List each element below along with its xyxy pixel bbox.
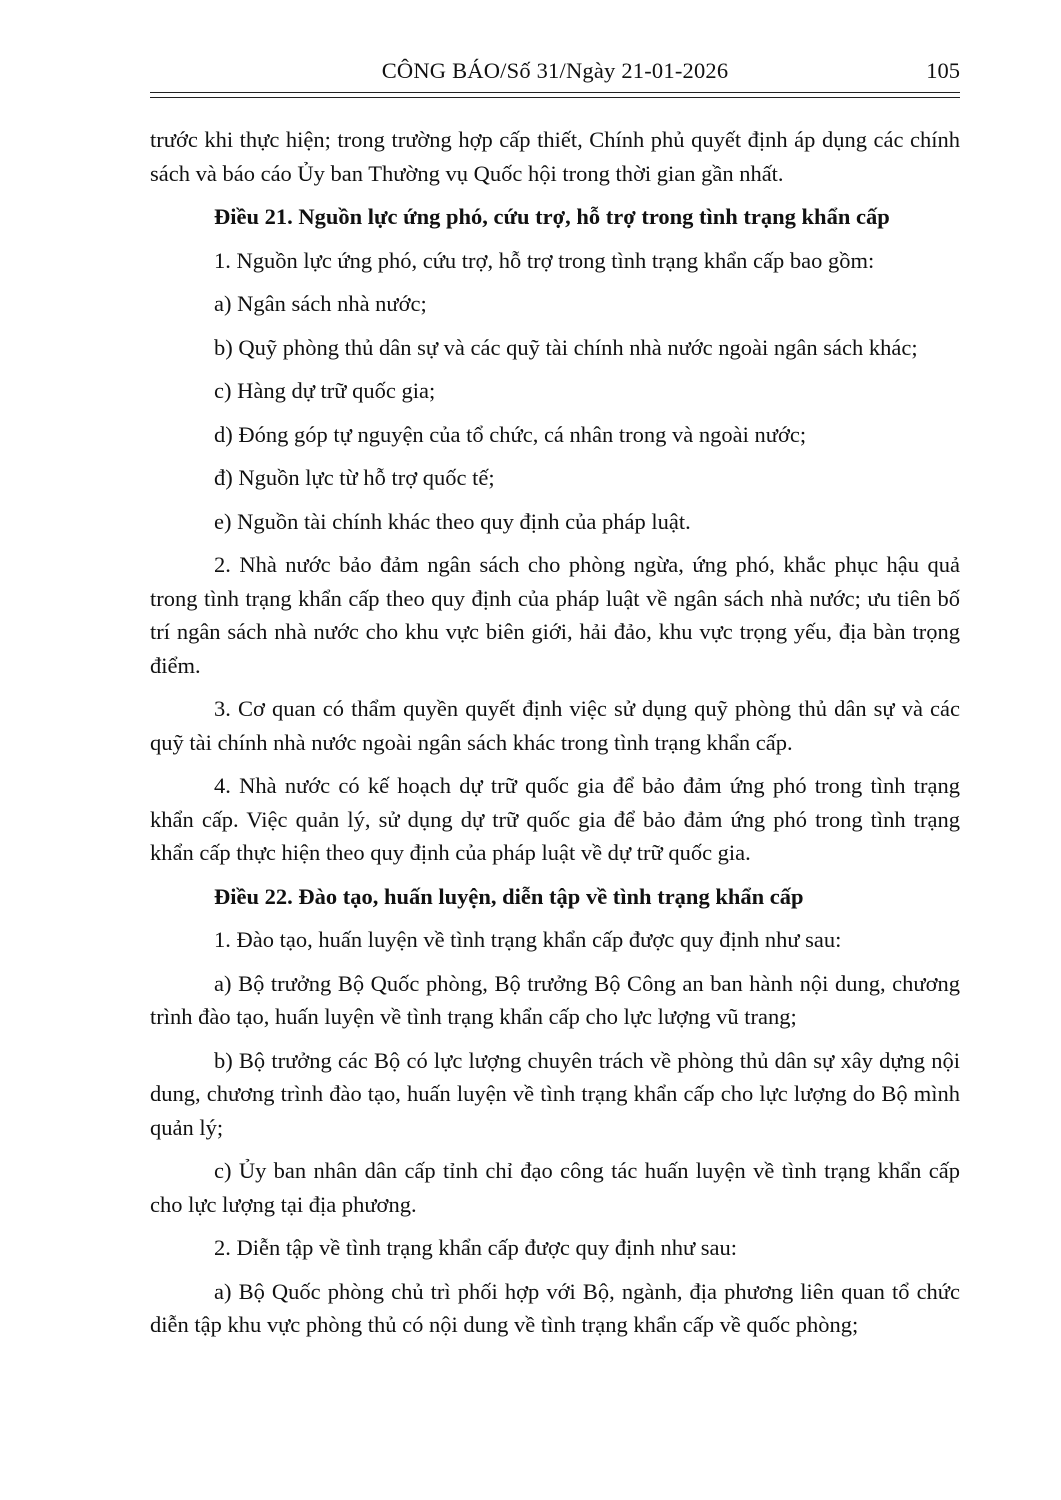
article-22-title: Điều 22. Đào tạo, huấn luyện, diễn tập về tình trạng khẩn cấp	[214, 883, 804, 909]
point-dd: đ) Nguồn lực từ hỗ trợ quốc tế;	[214, 465, 495, 490]
clause-1: 1. Nguồn lực ứng phó, cứu trợ, hỗ trợ trong tình trạng khẩn cấp bao gồm:	[214, 247, 875, 273]
point-c: c) Hàng dự trữ quốc gia;	[214, 378, 436, 403]
point-a: a) Bộ trưởng Bộ Quốc phòng, Bộ trưởng Bộ Công an ban hành nội dung, chương trình đào tạo, huấn luyện về tình trạng khẩn cấp cho lực lượng vũ trang;	[150, 970, 960, 1029]
gazette-header-title: CÔNG BÁO/Số 31/Ngày 21-01-2026	[381, 58, 729, 83]
document-body	[150, 123, 960, 1342]
point-a: a) Ngân sách nhà nước;	[214, 291, 427, 316]
point-c: c) Ủy ban nhân dân cấp tỉnh chỉ đạo công tác huấn luyện về tình trạng khẩn cấp cho lực lượng tại địa phương.	[150, 1158, 960, 1217]
clause-2: 2. Nhà nước bảo đảm ngân sách cho phòng ngừa, ứng phó, khắc phục hậu quả trong tình trạng khẩn cấp theo quy định của pháp luật về ngân sách nhà nước; ưu tiên bố trí ngân sách nhà nước cho khu vực biên giới, hải đảo, khu vực trọng yếu, địa bàn trọng điểm.	[150, 552, 960, 678]
clause-2: 2. Diễn tập về tình trạng khẩn cấp được quy định như sau:	[214, 1235, 738, 1260]
header-rule-bottom	[150, 97, 960, 98]
point-b: b) Quỹ phòng thủ dân sự và các quỹ tài chính nhà nước ngoài ngân sách khác;	[214, 334, 918, 360]
point-b: b) Bộ trưởng các Bộ có lực lượng chuyên trách về phòng thủ dân sự xây dựng nội dung, chương trình đào tạo, huấn luyện về tình trạng khẩn cấp cho lực lượng do Bộ mình quản lý;	[150, 1047, 960, 1140]
clause-4: 4. Nhà nước có kế hoạch dự trữ quốc gia để bảo đảm ứng phó trong tình trạng khẩn cấp. Việc quản lý, sử dụng dự trữ quốc gia để bảo đảm ứng phó trong tình trạng khẩn cấp thực hiện theo quy định của pháp luật về dự trữ quốc gia.	[150, 773, 960, 865]
article-21-title: Điều 21. Nguồn lực ứng phó, cứu trợ, hỗ trợ trong tình trạng khẩn cấp	[214, 204, 890, 229]
point-d: d) Đóng góp tự nguyện của tổ chức, cá nhân trong và ngoài nước;	[214, 421, 807, 447]
point-e: e) Nguồn tài chính khác theo quy định của pháp luật.	[214, 508, 691, 534]
clause-3: 3. Cơ quan có thẩm quyền quyết định việc sử dụng quỹ phòng thủ dân sự và các quỹ tài chính nhà nước ngoài ngân sách khác trong tình trạng khẩn cấp.	[150, 696, 960, 755]
clause-1: 1. Đào tạo, huấn luyện về tình trạng khẩn cấp được quy định như sau:	[214, 927, 842, 952]
point-a: a) Bộ Quốc phòng chủ trì phối hợp với Bộ, ngành, địa phương liên quan tổ chức diễn tập khu vực phòng thủ có nội dung về tình trạng khẩn cấp về quốc phòng;	[150, 1278, 960, 1337]
paragraph-continuation: trước khi thực hiện; trong trường hợp cấp thiết, Chính phủ quyết định áp dụng các chính sách và báo cáo Ủy ban Thường vụ Quốc hội trong thời gian gần nhất.	[150, 127, 960, 186]
page-header	[150, 58, 960, 90]
page-number: 105	[926, 58, 960, 83]
header-rule-top	[150, 92, 960, 93]
